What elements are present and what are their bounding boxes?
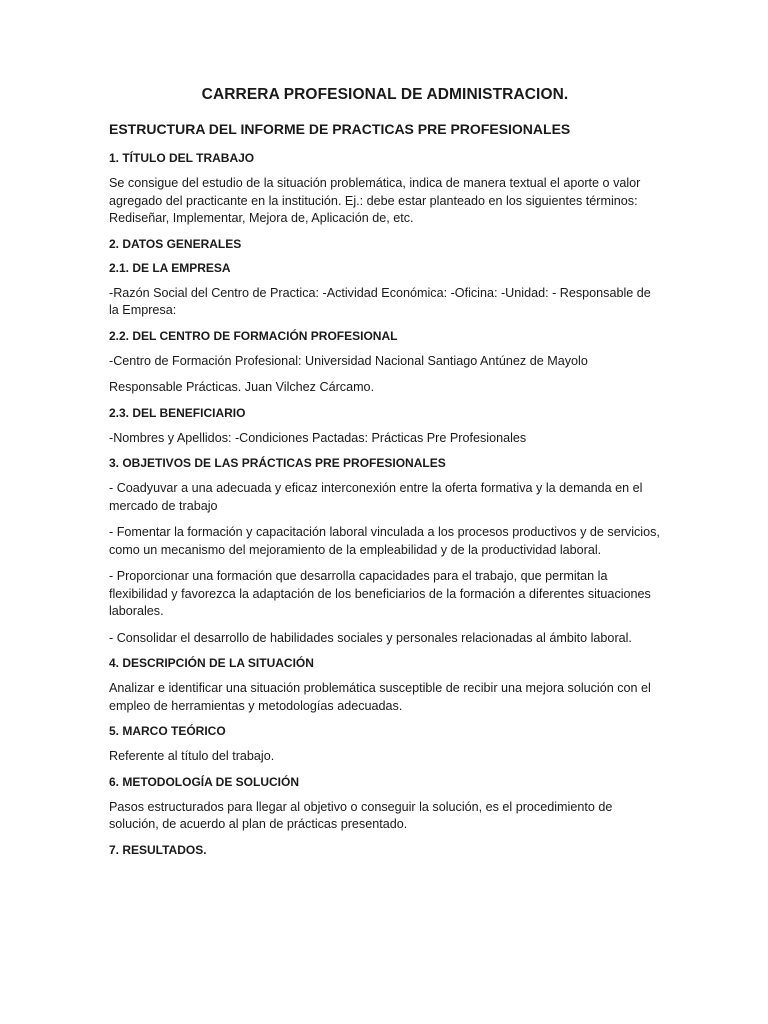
section-1-heading: 1. TÍTULO DEL TRABAJO [109,151,255,165]
objective-item: - Proporcionar una formación que desarrolla capacidades para el trabajo, que permitan la flexibilidad y favorezca la adaptación de los beneficiarios de la formación a diferentes situaciones laborales. [109,569,651,618]
section-4-text: Analizar e identificar una situación problemática susceptible de recibir una mejora solución con el empleo de herramientas y metodologías adecuadas. [109,681,651,713]
section-2-3-text: -Nombres y Apellidos: -Condiciones Pactadas: Prácticas Pre Profesionales [109,430,527,445]
section-2-1-text: -Razón Social del Centro de Practica: -Actividad Económica: -Oficina: -Unidad: - Responsable de la Empresa: [109,285,651,317]
section-4-heading: 4. DESCRIPCIÓN DE LA SITUACIÓN [109,656,314,670]
objective-item: - Coadyuvar a una adecuada y eficaz interconexión entre la oferta formativa y la demanda en el mercado de trabajo [109,481,643,513]
document-body [109,86,661,867]
section-2-2-text-1: -Centro de Formación Profesional: Universidad Nacional Santiago Antúnez de Mayolo [109,353,588,368]
section-7-heading: 7. RESULTADOS. [109,842,207,857]
section-2-2-heading: 2.2. DEL CENTRO DE FORMACIÓN PROFESIONAL [109,328,398,343]
objective-item: - Fomentar la formación y capacitación laboral vinculada a los procesos productivos y de servicios, como un mecanismo del mejoramiento de la empleabilidad y de la productividad laboral. [109,525,660,557]
section-2-2-text-2: Responsable Prácticas. Juan Vilchez Cárcamo. [109,380,375,394]
section-5-text: Referente al título del trabajo. [109,749,275,763]
document-subtitle: ESTRUCTURA DEL INFORME DE PRACTICAS PRE PROFESIONALES [109,121,571,137]
section-6-text: Pasos estructurados para llegar al objetivo o conseguir la solución, es el procedimiento de solución, de acuerdo al plan de prácticas presentado. [109,799,613,831]
section-3-heading: 3. OBJETIVOS DE LAS PRÁCTICAS PRE PROFESIONALES [109,456,446,470]
document-title: CARRERA PROFESIONAL DE ADMINISTRACION. [201,86,569,103]
section-6-heading: 6. METODOLOGÍA DE SOLUCIÓN [109,774,300,789]
section-2-3-heading: 2.3. DEL BENEFICIARIO [109,405,246,420]
section-2-1-heading: 2.1. DE LA EMPRESA [109,260,231,275]
section-2-heading: 2. DATOS GENERALES [109,236,242,251]
objective-item: - Consolidar el desarrollo de habilidades sociales y personales relacionadas al ámbito laboral. [109,630,632,645]
section-1-text: Se consigue del estudio de la situación problemática, indica de manera textual el aporte o valor agregado del practicante en la institución. Ej.: debe estar planteado en los siguientes términos: Rediseñar, Implementar, Mejora de, Aplicación de, etc. [109,176,641,225]
section-5-heading: 5. MARCO TEÓRICO [109,724,226,738]
